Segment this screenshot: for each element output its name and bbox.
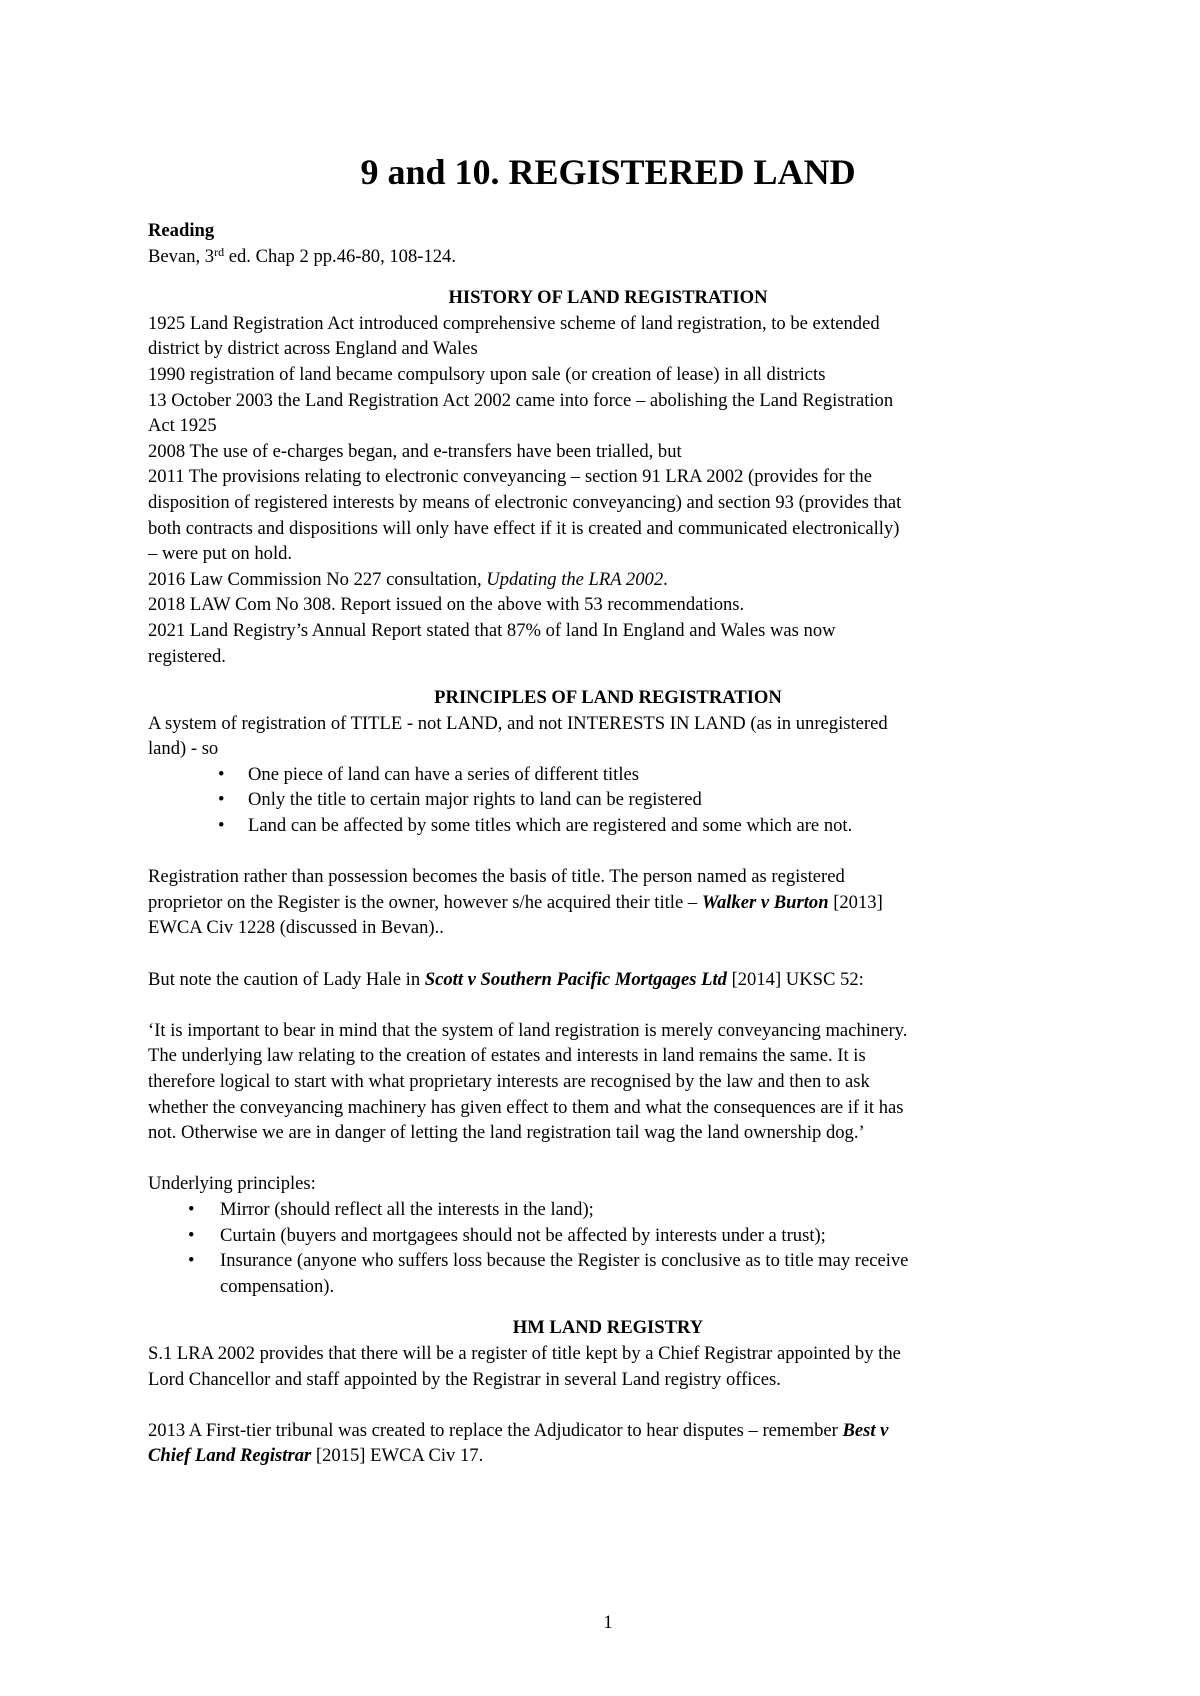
- history-line: both contracts and dispositions will only have effect if it is created and communicated electronically): [148, 517, 900, 539]
- registry-line: S.1 LRA 2002 provides that there will be a register of title kept by a Chief Registrar appointed by the: [148, 1342, 901, 1364]
- lc-title-italic: Updating the LRA 2002: [486, 568, 664, 590]
- registry-line: Lord Chancellor and staff appointed by the Registrar in several Land registry offices.: [148, 1368, 781, 1390]
- list-item: [148, 813, 1068, 839]
- caution-paragraph: [148, 967, 1068, 993]
- quote-line: therefore logical to start with what proprietary interests are recognised by the law and then to ask: [148, 1071, 870, 1092]
- history-line: Act 1925: [148, 415, 217, 437]
- history-line: disposition of registered interests by means of electronic conveyancing) and section 93 (provides that: [148, 491, 902, 513]
- reading-reference: [148, 244, 1068, 270]
- tribunal-paragraph: [148, 1418, 1068, 1444]
- principles-intro: land) - so: [148, 738, 219, 760]
- quote-line: not. Otherwise we are in danger of letting the land registration tail wag the land ownership dog.’: [148, 1122, 865, 1144]
- tribunal-paragraph: [148, 1443, 1068, 1469]
- principles-heading: PRINCIPLES OF LAND REGISTRATION: [434, 687, 782, 709]
- history-line: 2018 LAW Com No 308. Report issued on the above with 53 recommendations.: [148, 594, 745, 616]
- lc-text-end: .: [663, 568, 668, 590]
- quote-line: ‘It is important to bear in mind that the system of land registration is merely conveyancing machinery.: [148, 1019, 908, 1041]
- bullet-text: Insurance (anyone who suffers loss because the Register is conclusive as to title may receive: [220, 1250, 909, 1272]
- bullet-icon: •: [218, 789, 225, 811]
- bullet-icon: •: [218, 815, 225, 837]
- history-line: 13 October 2003 the Land Registration Act 2002 came into force – abolishing the Land Registration: [148, 389, 894, 411]
- bullet-icon: •: [188, 1198, 195, 1220]
- list-item: [148, 1223, 1068, 1249]
- bullet-icon: •: [188, 1250, 195, 1272]
- history-line: 1990 registration of land became compulsory upon sale (or creation of lease) in all districts: [148, 363, 826, 385]
- registration-paragraph: EWCA Civ 1228 (discussed in Bevan)..: [148, 917, 444, 939]
- case-citation: [2014] UKSC 52:: [726, 968, 864, 990]
- registration-paragraph: Registration rather than possession becomes the basis of title. The person named as registered: [148, 866, 845, 888]
- bullet-text: Curtain (buyers and mortgagees should not be affected by interests under a trust);: [220, 1224, 826, 1246]
- history-line: district by district across England and Wales: [148, 338, 478, 360]
- lc-text: 2016 Law Commission No 227 consultation,: [148, 568, 487, 590]
- caution-text: But note the caution of Lady Hale in: [148, 968, 425, 990]
- reading-text-end: ed. Chap 2 pp.46-80, 108-124.: [224, 245, 456, 267]
- registry-heading: HM LAND REGISTRY: [512, 1317, 704, 1339]
- reading-label: Reading: [148, 220, 215, 241]
- history-line: 2008 The use of e-charges began, and e-transfers have been trialled, but: [148, 440, 682, 462]
- document-title: 9 and 10. REGISTERED LAND: [360, 152, 856, 192]
- document-body: [148, 218, 1068, 1469]
- principles-intro: A system of registration of TITLE - not LAND, and not INTERESTS IN LAND (as in unregistered: [148, 712, 888, 734]
- bullet-text: Only the title to certain major rights to land can be registered: [248, 789, 702, 811]
- page-number: 1: [603, 1612, 613, 1633]
- history-line: 2021 Land Registry’s Annual Report stated that 87% of land In England and Wales was now: [148, 619, 836, 641]
- reading-text: Bevan, 3: [148, 245, 215, 267]
- case-name: Best v: [842, 1419, 889, 1441]
- principles-bullet-list: [148, 762, 1068, 839]
- list-item: [148, 1197, 1068, 1223]
- bullet-text: Land can be affected by some titles which are registered and some which are not.: [248, 815, 853, 837]
- case-name: Scott v Southern Pacific Mortgages Ltd: [424, 968, 727, 990]
- bullet-icon: •: [218, 763, 225, 785]
- bullet-icon: •: [188, 1224, 195, 1246]
- reading-superscript: rd: [214, 244, 225, 259]
- history-heading: HISTORY OF LAND REGISTRATION: [448, 287, 768, 309]
- case-name: Walker v Burton: [701, 891, 829, 913]
- list-item-continuation: [148, 1274, 1068, 1300]
- underlying-principles-list: [148, 1197, 1068, 1299]
- quote-line: The underlying law relating to the creation of estates and interests in land remains the same. It is: [148, 1045, 866, 1067]
- history-line: 2011 The provisions relating to electronic conveyancing – section 91 LRA 2002 (provides for the: [148, 466, 872, 488]
- tribunal-text: 2013 A First-tier tribunal was created to replace the Adjudicator to hear disputes – remember: [148, 1419, 843, 1441]
- list-item: [148, 762, 1068, 788]
- case-citation: [2015] EWCA Civ 17.: [311, 1445, 484, 1467]
- history-line: – were put on hold.: [148, 543, 293, 565]
- bullet-text: compensation).: [220, 1275, 335, 1297]
- registration-text: proprietor on the Register is the owner, however s/he acquired their title –: [148, 891, 702, 913]
- case-name: Chief Land Registrar: [148, 1445, 312, 1467]
- underlying-principles-label: Underlying principles:: [148, 1173, 316, 1195]
- list-item: [148, 1248, 1068, 1274]
- history-line-law-commission: [148, 567, 1068, 593]
- list-item: [148, 787, 1068, 813]
- case-citation: [2013]: [828, 891, 883, 913]
- quote-line: whether the conveyancing machinery has given effect to them and what the consequences are if it has: [148, 1096, 904, 1118]
- history-line: registered.: [148, 645, 226, 667]
- bullet-text: Mirror (should reflect all the interests in the land);: [220, 1198, 594, 1220]
- registration-paragraph: [148, 890, 1068, 916]
- bullet-text: One piece of land can have a series of different titles: [248, 763, 639, 785]
- history-line: 1925 Land Registration Act introduced comprehensive scheme of land registration, to be extended: [148, 312, 880, 334]
